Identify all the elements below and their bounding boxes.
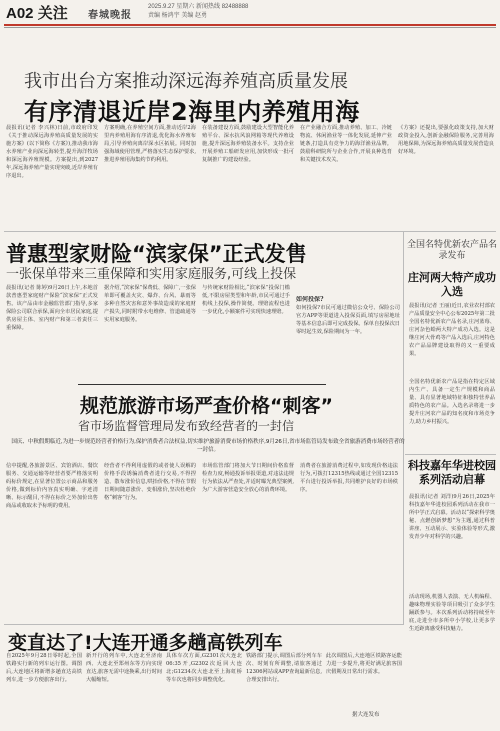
- page-header: [0, 0, 500, 30]
- article4-column: 新开行的列车中,大连北至济南西、大连北至郑州东等方向实现直达,旅客无需中途换乘,出行时间大幅缩短。: [86, 653, 162, 683]
- article4-headline: 变直达了!大连开通多趟高铁列车: [8, 632, 283, 654]
- article4-column: 具体车次方面,G2301次大连北06:35开,G2302次返回大连北;G1234次大连北至上海虹桥等车次也将同步调整优化。: [166, 653, 242, 683]
- article3-lead: 国庆、中秋假期临近,为进一步规范经营者价格行为,保护消费者合法权益,切实维护旅游消费市场价格秩序,9月26日,省市场监管局发布致全省旅游消费市场经营者的一封信。: [11, 439, 405, 453]
- sidebar-body: 晨报讯(记者 刘洋)9月26日,2025年科技嘉年华进校园系列活动在我市一所中学正式启幕。活动以“探索科学奥秘、点燃创新梦想”为主题,通过科普讲座、互动展示、实验体验等形式,激发青少年对科学的兴趣。: [409, 494, 495, 540]
- article1-kicker: 我市出台方案推动深远海养殖高质量发展: [24, 71, 348, 92]
- header-rule: [4, 24, 496, 26]
- article1-headline: 有序清退近岸2海里内养殖用海: [24, 98, 360, 126]
- page-number: A02 关注: [6, 5, 68, 22]
- article2-column: 晨报讯(记者 陈婷)9月26日上午,本地首款普惠型家庭财产保险“滨家保”正式发售。该产品由市金融监管部门指导,多家保险公司联合承保,面向全市居民家庭,提供房屋主体、室内财产和第三者责任三重保障。: [6, 285, 98, 331]
- article3-column: 经营者不得利用虚假的或者使人误解的价格手段诱骗消费者进行交易,不得捏造、散布涨价信息,哄抬价格,不得在节假日期间随意涨价、变相涨价,坚决杜绝价格“刺客”行为。: [104, 463, 196, 501]
- article2-column: 与传统家财险相比,“滨家保”投保门槛低,不限房屋类型和年龄,市民可通过手机线上投保,操作简便。理赔流程也进一步优化,小额案件可实现快速理赔。: [202, 285, 290, 315]
- sidebar-kicker: 全国名特优新农产品名录发布: [407, 240, 498, 261]
- article1-column: 《方案》还提出,要强化政策支持,加大财政资金投入,创新金融保险服务,完善用海用地保障,为深远海养殖高质量发展营造良好环境。: [398, 125, 494, 155]
- article2-column: 如何投保? 如何投保?市民可通过微信公众号、保险公司官方APP等渠道进入投保页面,填写房屋地址等基本信息后即可完成投保。保单自投保次日零时起生效,保险期间为一年。: [296, 296, 400, 335]
- article4-source: 据大连发布: [352, 712, 380, 718]
- divider: [405, 454, 496, 455]
- article2-headline: 普惠型家财险“滨家保”正式发售: [6, 242, 307, 266]
- sidebar-body: 晨报讯(记者 王丽)近日,农业农村部农产品质量安全中心公布2025年第二批全国名特优新农产品名录,庄河蓝莓、庄河杂色蛤两大特产成功入选。这是继庄河大骨鸡等产品入选后,庄河特色农产品品牌建设取得的又一重要成果。: [409, 303, 495, 357]
- divider: [403, 232, 404, 624]
- masthead-logo: 春城晚报: [88, 10, 132, 21]
- article2-column: 据介绍,“滨家保”保费低、保障广,一张保单即可覆盖火灾、爆炸、台风、暴雨等多种自然灾害和意外事故造成的家庭财产损失,同时附带水电维修、管道疏通等实用家庭服务。: [104, 285, 196, 323]
- article3-headline: 规范旅游市场严查价格“刺客”: [80, 395, 333, 417]
- article3-topline: [78, 384, 326, 385]
- article3-column: 消费者在旅游消费过程中,如发现价格违法行为,可拨打12315热线或通过全国12315平台进行投诉举报,共同维护良好的市场秩序。: [300, 463, 398, 493]
- header-rule-thin: [4, 27, 496, 28]
- article1-column: 在产业融合方面,推动养殖、加工、冷链物流、休闲渔业等一体化发展,延伸产业链条,打造具有竞争力的海洋渔业品牌。鼓励科研院所与企业合作,开展良种选育和关键技术攻关。: [300, 125, 392, 163]
- article4-column: 自2025年9月28日零时起,全国铁路实行新的列车运行图。调图后,大连地区将新增多趟直达高铁列车,进一步方便旅客出行。: [6, 653, 82, 683]
- article3-column: 信中提醒,各旅游景区、宾馆酒店、餐饮服务、交通运输等经营者要严格落实明码标价规定,在显著位置公示商品和服务价格,做到标价内容真实明确、字迹清晰、标示醒目,不得在标价之外加价出售商品或收取未予标明的费用。: [6, 463, 98, 509]
- article1-column: 在装备建设方面,鼓励建设大型智能化养殖平台、深水抗风浪网箱等现代养殖设施,提升深远海养殖装备水平。支持企业开展养殖工船研发应用,加快形成一批可复制推广的建设经验。: [202, 125, 294, 163]
- divider: [4, 231, 496, 232]
- sidebar-headline-2: 科技嘉年华进校园系列活动启幕: [408, 459, 496, 486]
- article2-question: 如何投保?: [296, 296, 324, 303]
- article1-column: 方案明确,在养殖空间方面,推动近岸2海里内养殖用海有序清退,优化海水养殖布局,引导养殖向离岸深水区拓展。同时加强海域使用管理,严格落实生态保护要求,推进养殖用海集约节约利用。: [104, 125, 196, 163]
- article1-column: 晨报讯(记者 李兴林)日前,市政府印发《关于推动深远海养殖高质量发展的实施方案》(以下简称《方案》),推动我市海水养殖产业向深远海转型,提升海洋牧场和深远海养殖规模。方案提出,到2027年,深远海养殖产量实现突破,近岸养殖有序退出。: [6, 125, 98, 179]
- article4-column: 此次调图后,大连地区铁路客运能力进一步提升,将更好满足旅客国庆假期及日常出行需求。: [326, 653, 402, 675]
- article4-column: 铁路部门提示,调图后部分列车车次、时刻有所调整,请旅客通过12306网站或APP查询最新信息,合理安排出行。: [246, 653, 322, 683]
- sidebar-headline: 庄河两大特产成功入选: [408, 271, 496, 298]
- article2-subhead: 一张保单带来三重保障和实用家庭服务,可线上投保: [6, 267, 297, 282]
- article3-subhead: 省市场监督管理局发布致经营者的一封信: [78, 419, 295, 433]
- issue-meta: 2025.9.27 星期六 新闻热线 82488888 责编 杨鸿宇 美编 赵勇: [148, 4, 249, 19]
- article3-column: 市场监管部门将加大节日期间价格监督检查力度,畅通投诉举报渠道,对违法违规行为依法从严查处,并适时曝光典型案例,为广大游客营造安全放心的消费环境。: [202, 463, 294, 493]
- sidebar-body: 全国名特优新农产品是指在特定区域内生产、具备一定生产规模和商品量、具有显著地域特征和独特营养品质特色的农产品。入选名录将进一步提升庄河农产品的知名度和市场竞争力,助力乡村振兴。: [409, 379, 495, 425]
- divider: [4, 624, 404, 625]
- sidebar-body: 活动现场,机器人表演、无人机编程、趣味物理实验等项目吸引了众多学生踊跃参与。本次系列活动将持续至年底,走进全市多所中小学校,让更多学生近距离感受科技魅力。: [409, 594, 495, 632]
